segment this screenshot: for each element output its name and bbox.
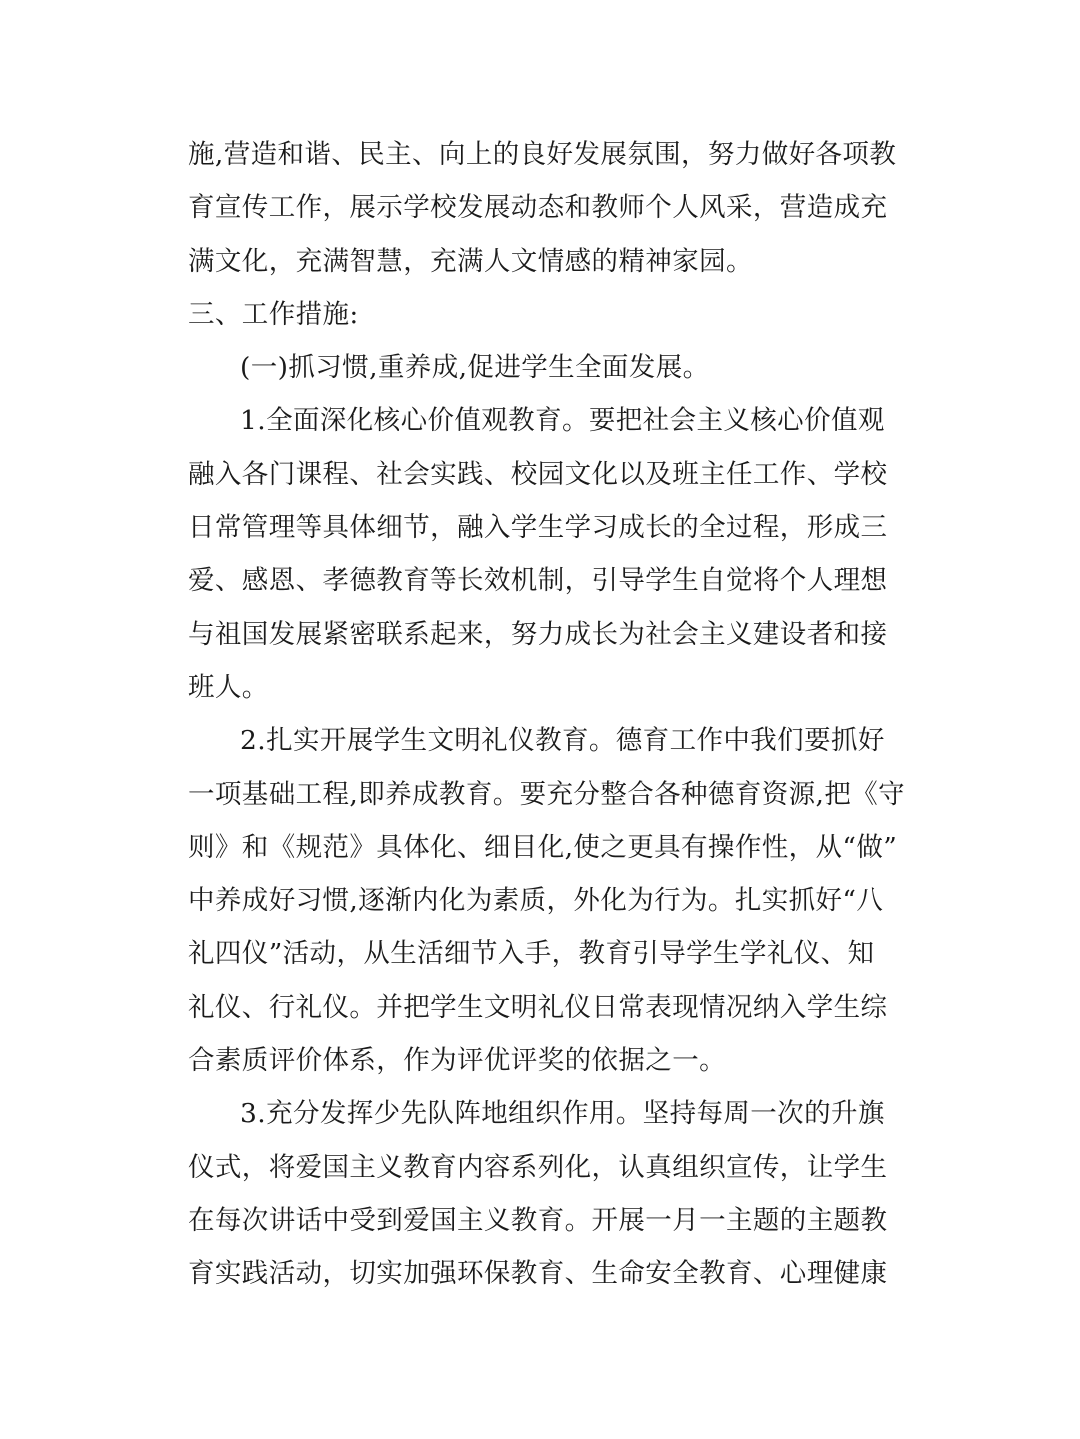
text-line: 3.充分发挥少先队阵地组织作用。坚持每周一次的升旗 xyxy=(240,1098,885,1130)
text-line: 育宣传工作，展示学校发展动态和教师个人风采，营造成充 xyxy=(188,192,888,224)
text-line: 施,营造和谐、民主、向上的良好发展氛围，努力做好各项教 xyxy=(188,139,897,170)
text-line: 日常管理等具体细节，融入学生学习成长的全过程，形成三 xyxy=(188,512,888,544)
text-line: 仪式，将爱国主义教育内容系列化，认真组织宣传，让学生 xyxy=(188,1151,888,1183)
text-line: 中养成好习惯,逐渐内化为素质，外化为行为。扎实抓好“八 xyxy=(188,885,884,917)
text-line: 礼仪、行礼仪。并把学生文明礼仪日常表现情况纳入学生综 xyxy=(188,991,888,1023)
text-line: 融入各门课程、社会实践、校园文化以及班主任工作、学校 xyxy=(188,458,888,490)
text-line: 满文化，充满智慧，充满人文情感的精神家园。 xyxy=(188,245,753,277)
subsection-heading: (一)抓习惯,重养成,促进学生全面发展。 xyxy=(240,352,710,384)
text-line: 合素质评价体系，作为评优评奖的依据之一。 xyxy=(188,1045,726,1077)
text-line: 爱、感恩、孝德教育等长效机制，引导学生自觉将个人理想 xyxy=(188,565,888,597)
text-line: 礼四仪”活动，从生活细节入手，教育引导学生学礼仪、知 xyxy=(188,938,875,970)
text-line: 与祖国发展紧密联系起来，努力成长为社会主义建设者和接 xyxy=(188,618,888,650)
text-line: 一项基础工程,即养成教育。要充分整合各种德育资源,把《守 xyxy=(188,778,906,810)
text-line: 则》和《规范》具体化、细目化,使之更具有操作性，从“做” xyxy=(188,831,898,863)
text-line: 1.全面深化核心价值观教育。要把社会主义核心价值观 xyxy=(240,405,885,437)
document-body xyxy=(188,128,906,1301)
text-line: 班人。 xyxy=(188,671,269,703)
text-line: 2.扎实开展学生文明礼仪教育。德育工作中我们要抓好 xyxy=(240,725,885,757)
text-line: 育实践活动，切实加强环保教育、生命安全教育、心理健康 xyxy=(188,1258,888,1290)
text-line: 在每次讲话中受到爱国主义教育。开展一月一主题的主题教 xyxy=(188,1204,888,1236)
section-heading: 三、工作措施: xyxy=(188,298,359,330)
